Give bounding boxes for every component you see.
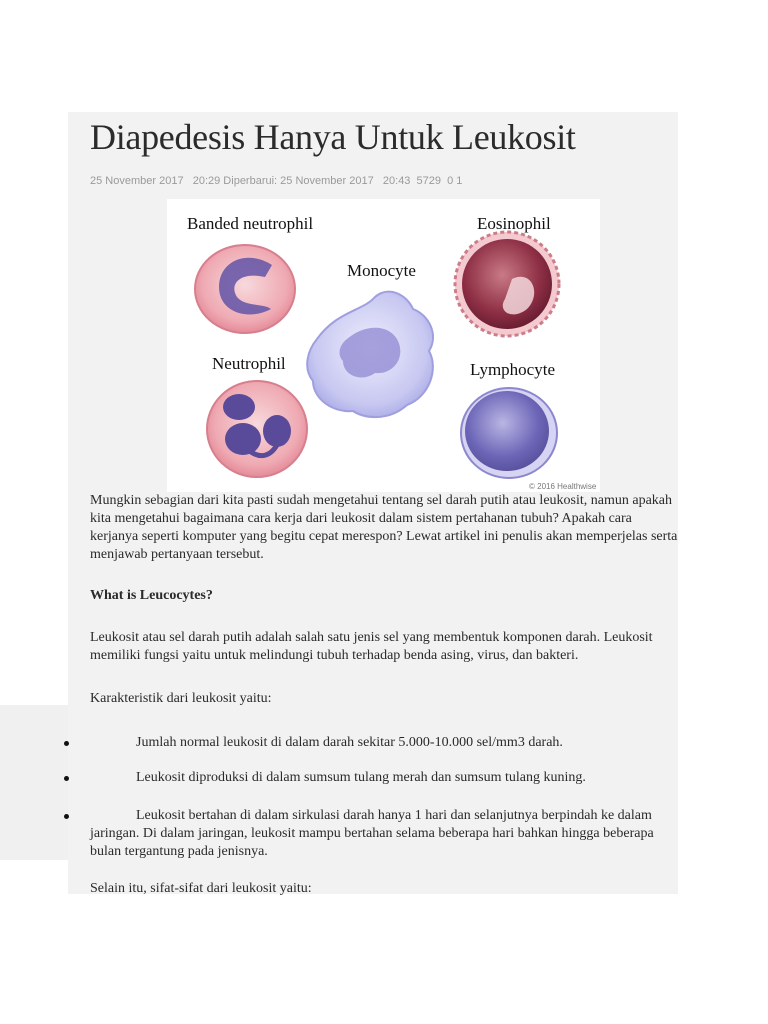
intro-paragraph: Mungkin sebagian dari kita pasti sudah mengetahui tentang sel darah putih atau leukosit, namun apakah kita mengetahui bagaimana cara kerja dari leukosit dalam sistem pertahanan tubuh? Apakah cara kerjanya seperti komputer yang begitu cepat merespon? Lewat artikel ini penulis akan memperjelas serta menjawab pertanyaan tersebut. xyxy=(90,493,678,562)
characteristics-intro: Karakteristik dari leukosit yaitu: xyxy=(90,691,272,706)
list-item-text: Leukosit bertahan di dalam sirkulasi darah hanya 1 hari dan selanjutnya berpindah ke dalam jaringan. Di dalam jaringan, leukosit mampu bertahan selama beberapa hari bahkan hingga beberapa bulan tergantung pada jenisnya. xyxy=(90,808,654,859)
bullet-icon xyxy=(64,814,69,819)
label-monocyte: Monocyte xyxy=(347,261,416,280)
list-item xyxy=(90,769,660,787)
section-heading: What is Leucocytes? xyxy=(90,588,213,603)
figure-credit: © 2016 Healthwise xyxy=(529,482,597,491)
article-title: Diapedesis Hanya Untuk Leukosit xyxy=(90,117,576,157)
neutrophil-illustration xyxy=(207,381,307,477)
list-item xyxy=(90,734,660,752)
label-banded-neutrophil: Banded neutrophil xyxy=(187,214,314,233)
list-item-text: Jumlah normal leukosit di dalam darah sekitar 5.000-10.000 sel/mm3 darah. xyxy=(136,735,563,750)
list-item-text: Leukosit diproduksi di dalam sumsum tulang merah dan sumsum tulang kuning. xyxy=(136,770,586,785)
properties-intro: Selain itu, sifat-sifat dari leukosit yaitu: xyxy=(90,881,312,896)
article-meta: 25 November 2017 20:29 Diperbarui: 25 November 2017 20:43 5729 0 1 xyxy=(90,175,463,187)
list-band-margin xyxy=(0,705,68,860)
label-neutrophil: Neutrophil xyxy=(212,354,286,373)
leukocyte-figure xyxy=(167,199,600,492)
monocyte-illustration xyxy=(307,292,433,417)
definition-paragraph: Leukosit atau sel darah putih adalah salah satu jenis sel yang membentuk komponen darah. Leukosit memiliki fungsi yaitu untuk melindungi tubuh terhadap benda asing, virus, dan bakteri. xyxy=(90,630,653,663)
eosinophil-illustration xyxy=(455,232,559,336)
label-eosinophil: Eosinophil xyxy=(477,214,551,233)
lymphocyte-illustration xyxy=(461,388,557,478)
bullet-icon xyxy=(64,776,69,781)
banded-neutrophil-illustration xyxy=(195,245,295,333)
label-lymphocyte: Lymphocyte xyxy=(470,360,555,379)
list-item xyxy=(90,807,660,861)
bullet-icon xyxy=(64,741,69,746)
